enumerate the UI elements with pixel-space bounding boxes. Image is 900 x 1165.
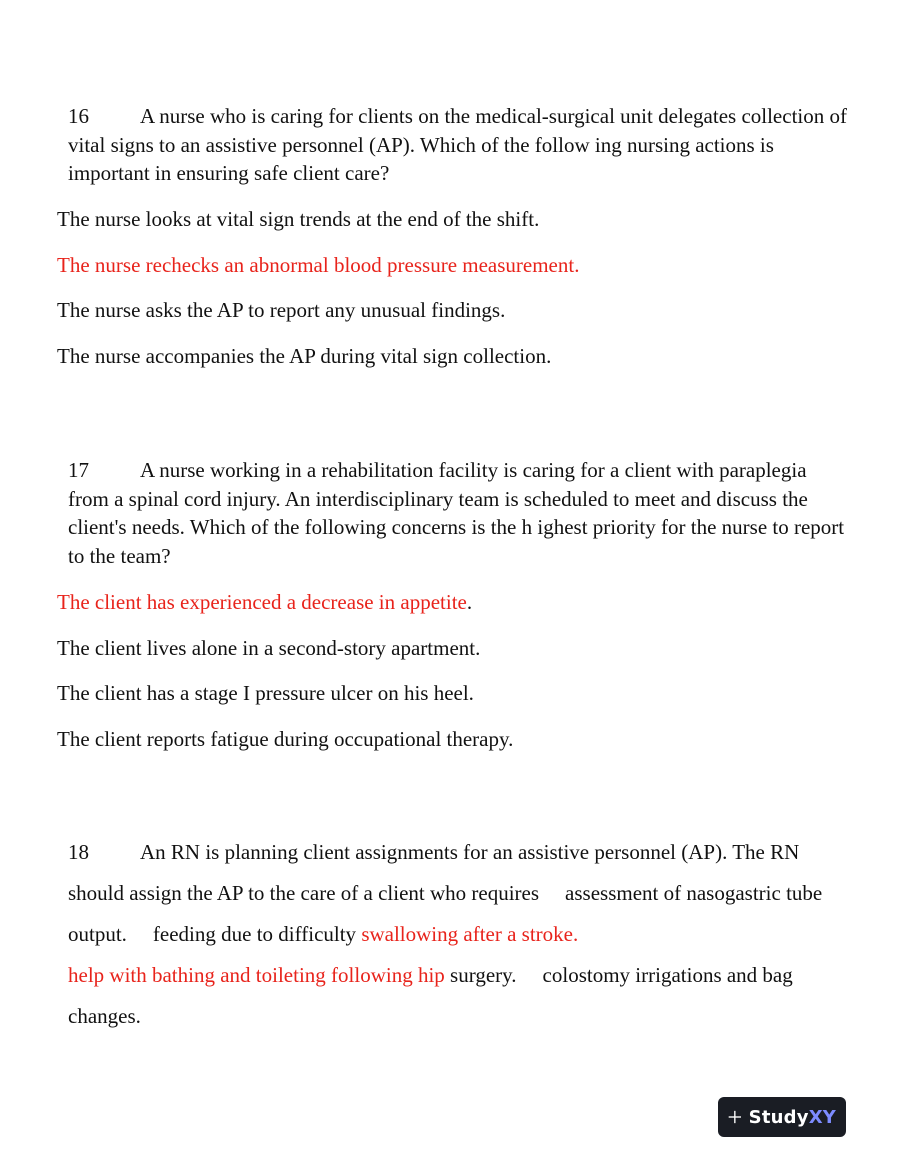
q17-option-b: The client lives alone in a second-story apartment. [57, 636, 481, 660]
answer-text: The client has experienced a decrease in appetite [57, 590, 467, 614]
question-18 [68, 832, 848, 1037]
q16-option-b-correct: The nurse rechecks an abnormal blood pressure measurement. [57, 253, 580, 277]
question-16 [68, 102, 848, 188]
question-17 [68, 456, 848, 570]
question-number: 16 [68, 104, 89, 128]
question-stem: An RN is planning client assignments for an assistive personnel (AP). The RN should assign the AP to the care of a client who requires [68, 840, 800, 905]
question-stem: A nurse working in a rehabilitation facility is caring for a client with paraplegia from a spinal cord injury. An interdisciplinary team is scheduled to meet and discuss the client's needs. Which of the following concerns is the h ighest priority for the nurse to report to the team? [68, 458, 845, 568]
studyxy-logo [718, 1097, 846, 1137]
q18-option-c-correct: help with bathing and toileting following hip [68, 963, 445, 987]
plus-icon [728, 1107, 742, 1127]
q16-option-d: The nurse accompanies the AP during vital sign collection. [57, 344, 552, 368]
q18-option-d: colostomy irrigations and bag changes. [68, 963, 793, 1028]
q18-option-b: feeding due to difficulty [152, 922, 357, 946]
trailing-period: . [466, 590, 473, 614]
question-number: 17 [68, 458, 89, 482]
q17-option-c: The client has a stage I pressure ulcer on his heel. [57, 681, 474, 705]
question-stem: A nurse who is caring for clients on the medical-surgical unit delegates collection of vital signs to an assistive personnel (AP). Which of the follow ing nursing actions is important in ensuring safe client care? [68, 104, 847, 185]
q16-option-c: The nurse asks the AP to report any unusual findings. [57, 298, 506, 322]
logo-text-accent: XY [808, 1106, 836, 1128]
q18-option-b-red: swallowing after a stroke. [361, 922, 579, 946]
logo-text [749, 1107, 836, 1128]
logo-text-main: Study [748, 1106, 809, 1128]
q16-option-a: The nurse looks at vital sign trends at the end of the shift. [57, 207, 540, 231]
q17-option-a-correct [57, 589, 472, 615]
q17-option-d: The client reports fatigue during occupational therapy. [57, 727, 514, 751]
question-number: 18 [68, 840, 89, 864]
q18-option-a: assessment of nasogastric tube output. [68, 881, 823, 946]
q18-option-c-end: surgery. [450, 963, 517, 987]
